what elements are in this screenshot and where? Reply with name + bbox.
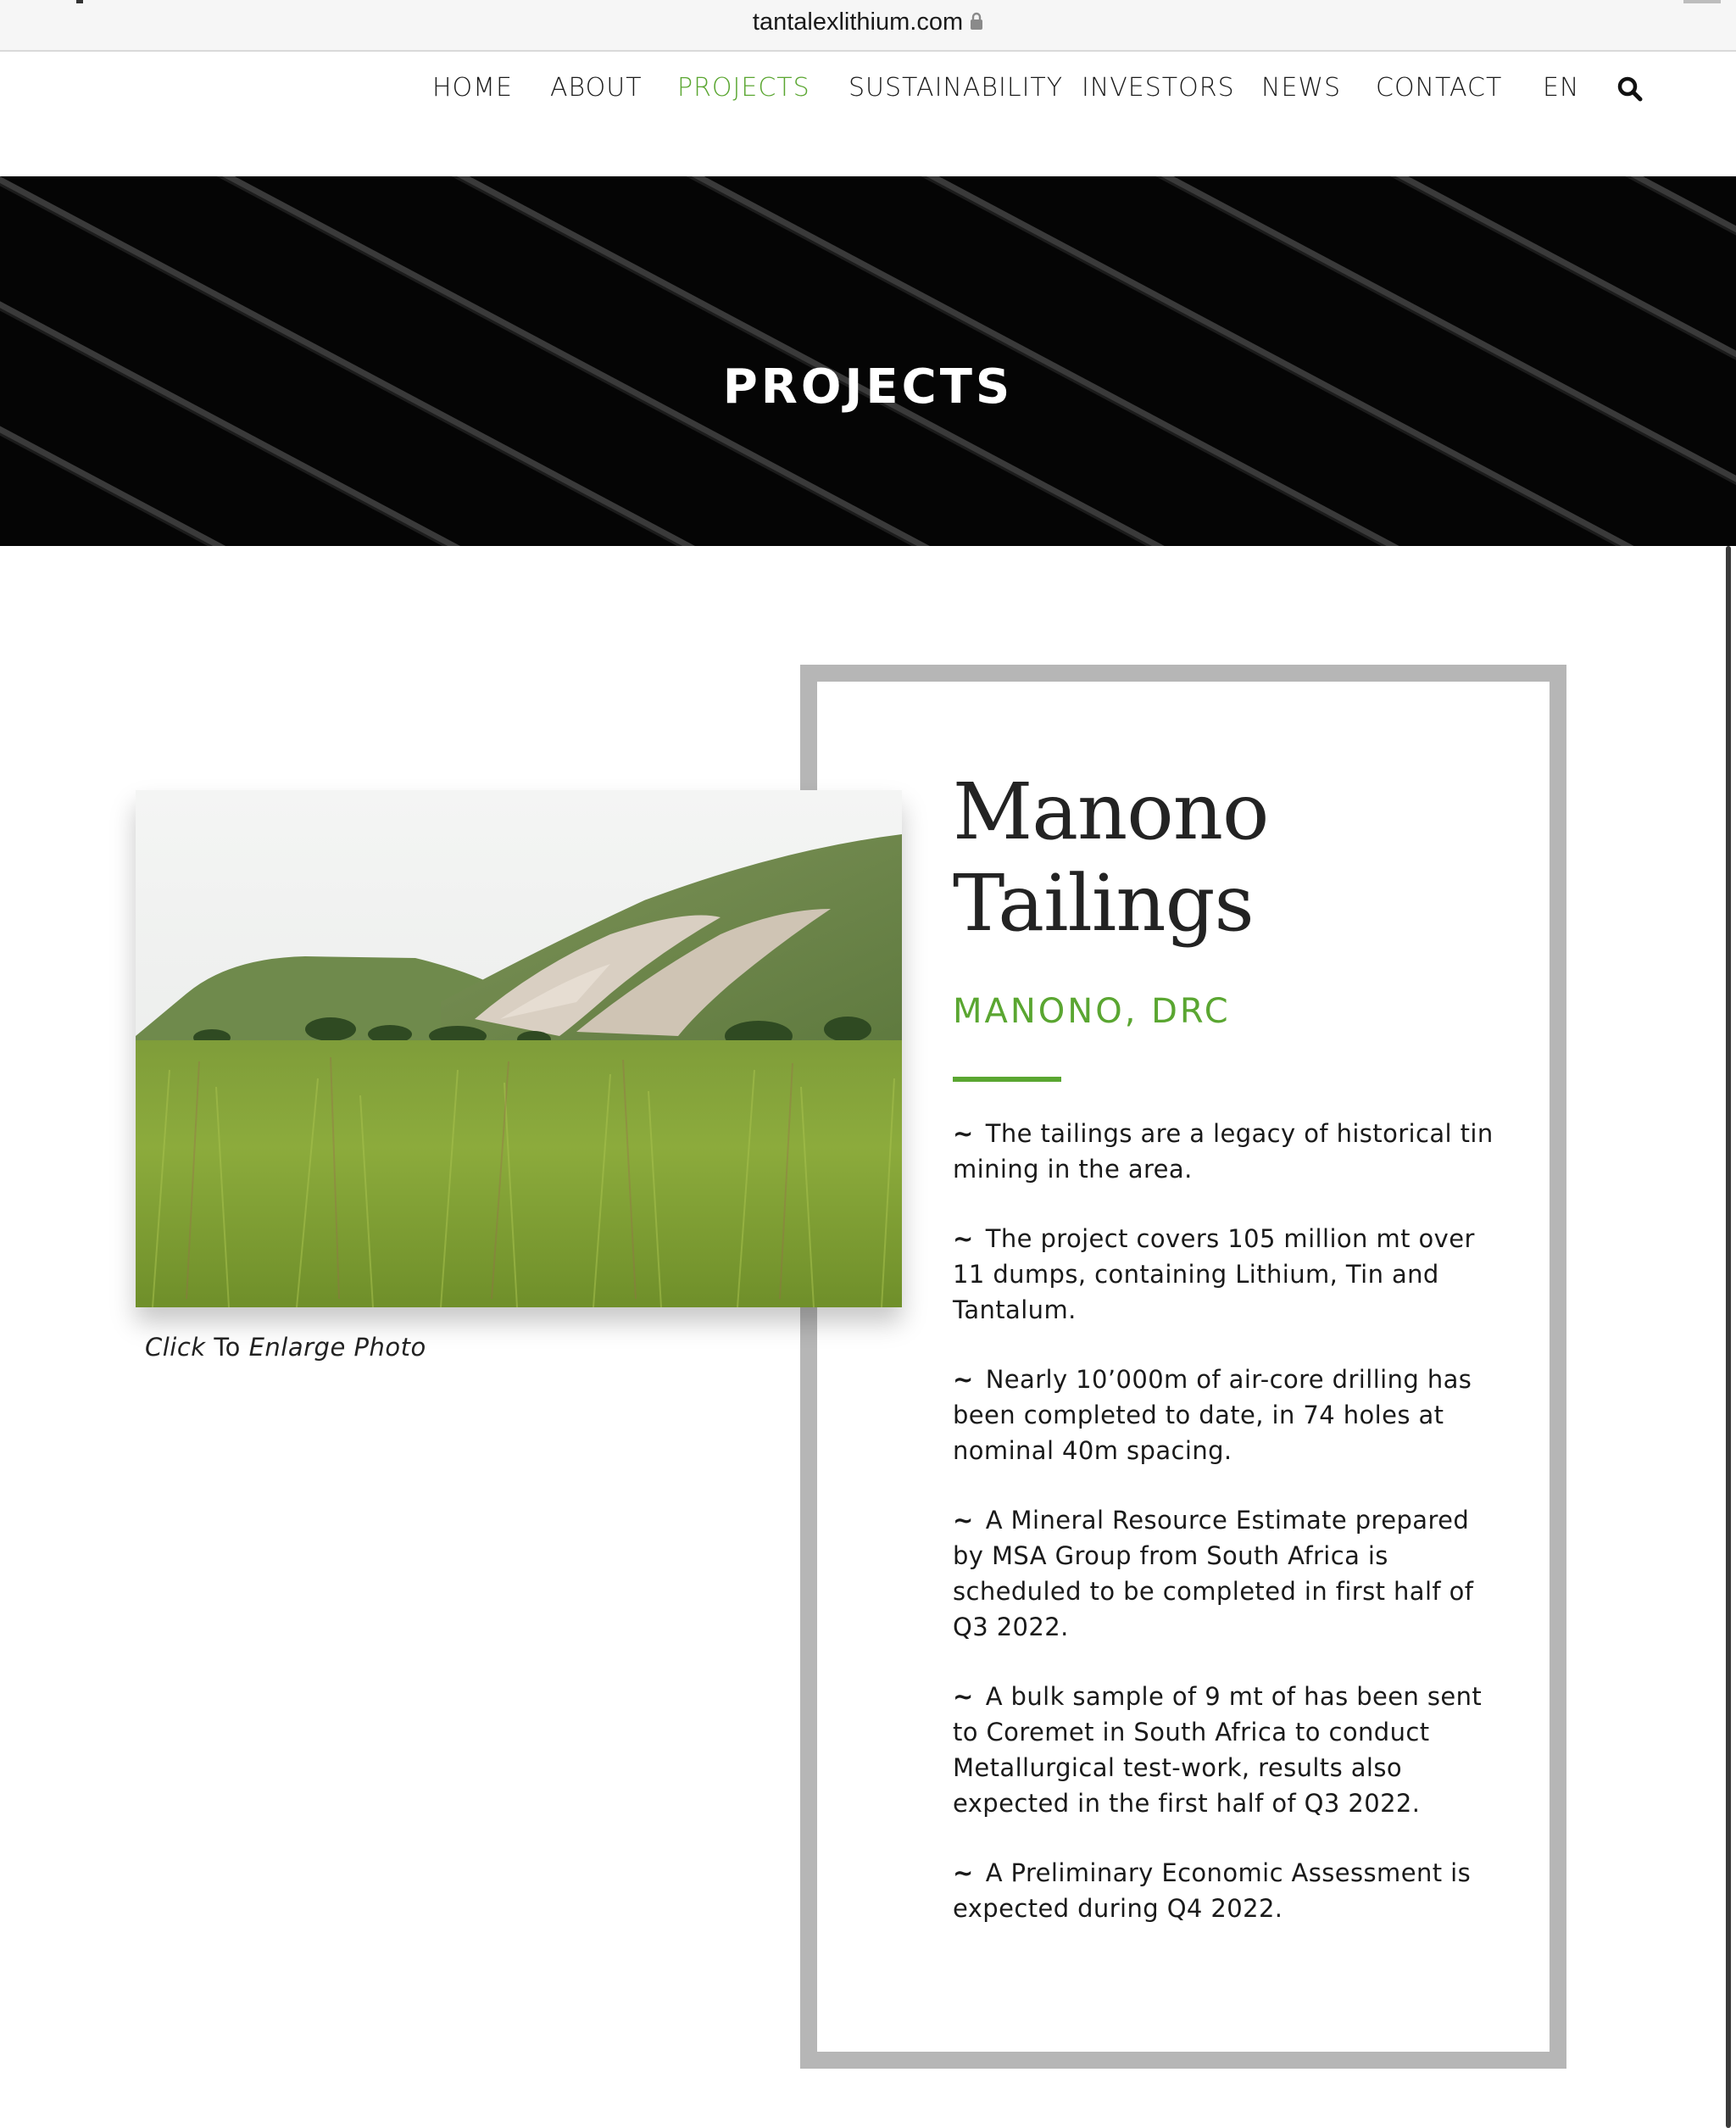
project-details xyxy=(953,766,1495,1960)
url-domain: tantalexlithium.com xyxy=(752,8,964,36)
nav-sustainability[interactable]: SUSTAINABILITY xyxy=(849,73,1064,103)
caption-enlarge: Enlarge Photo xyxy=(248,1333,426,1362)
nav-news[interactable]: NEWS xyxy=(1261,73,1342,103)
project-bullets xyxy=(953,1116,1495,1926)
project-title-line1: Manono xyxy=(953,766,1269,857)
page-title: PROJECTS xyxy=(722,359,1014,415)
bullet-item xyxy=(953,1116,1495,1187)
tilde-icon: ~ xyxy=(953,1858,974,1887)
search-icon[interactable] xyxy=(1617,76,1643,106)
bullet-item xyxy=(953,1362,1495,1468)
photo-caption[interactable] xyxy=(145,1333,426,1362)
url-display[interactable] xyxy=(0,8,1736,37)
bullet-item xyxy=(953,1855,1495,1926)
tilde-icon: ~ xyxy=(953,1119,974,1148)
nav-investors[interactable]: INVESTORS xyxy=(1082,73,1235,103)
tabs-icon[interactable] xyxy=(1683,0,1721,3)
project-title-line2: Tailings xyxy=(953,858,1254,949)
bullet-text: Nearly 10’000m of air-core drilling has been completed to date, in 74 holes at nominal 40m spacing. xyxy=(953,1365,1472,1465)
main-navigation xyxy=(0,73,1736,110)
nav-projects[interactable]: PROJECTS xyxy=(677,73,810,103)
bullet-item xyxy=(953,1679,1495,1821)
project-location: MANONO, DRC xyxy=(953,992,1231,1031)
tilde-icon: ~ xyxy=(953,1365,974,1394)
nav-contact[interactable]: CONTACT xyxy=(1376,73,1503,103)
nav-about[interactable]: ABOUT xyxy=(550,73,643,103)
bullet-text: A bulk sample of 9 mt of has been sent to Coremet in South Africa to conduct Metallurgical test-work, results also expected in the first half of Q3 2022. xyxy=(953,1682,1483,1818)
bullet-text: A Mineral Resource Estimate prepared by MSA Group from South Africa is scheduled to be completed in first half of Q3 2022. xyxy=(953,1506,1474,1641)
project-title xyxy=(953,766,1495,950)
browser-url-bar[interactable] xyxy=(0,0,1736,52)
tailings-landscape-image xyxy=(136,790,902,1307)
lock-icon xyxy=(970,9,983,37)
bullet-text: The tailings are a legacy of historical tin mining in the area. xyxy=(953,1119,1494,1184)
project-photo[interactable] xyxy=(136,790,902,1307)
tilde-icon: ~ xyxy=(953,1506,974,1535)
nav-language[interactable]: EN xyxy=(1543,73,1580,103)
accent-divider xyxy=(953,1077,1061,1082)
caption-to: To xyxy=(214,1333,241,1362)
bullet-item xyxy=(953,1221,1495,1328)
caption-click: Click xyxy=(145,1333,206,1362)
bullet-text: A Preliminary Economic Assessment is expected during Q4 2022. xyxy=(953,1858,1472,1923)
page-hero-banner xyxy=(0,176,1736,546)
tilde-icon: ~ xyxy=(953,1224,974,1253)
tilde-icon: ~ xyxy=(953,1682,974,1711)
bullet-text: The project covers 105 million mt over 11 dumps, containing Lithium, Tin and Tantalum. xyxy=(953,1224,1475,1324)
bullet-item xyxy=(953,1502,1495,1645)
browser-edge-mark xyxy=(76,0,83,3)
nav-home[interactable]: HOME xyxy=(432,73,514,103)
page-scrollbar[interactable] xyxy=(1726,546,1731,2128)
